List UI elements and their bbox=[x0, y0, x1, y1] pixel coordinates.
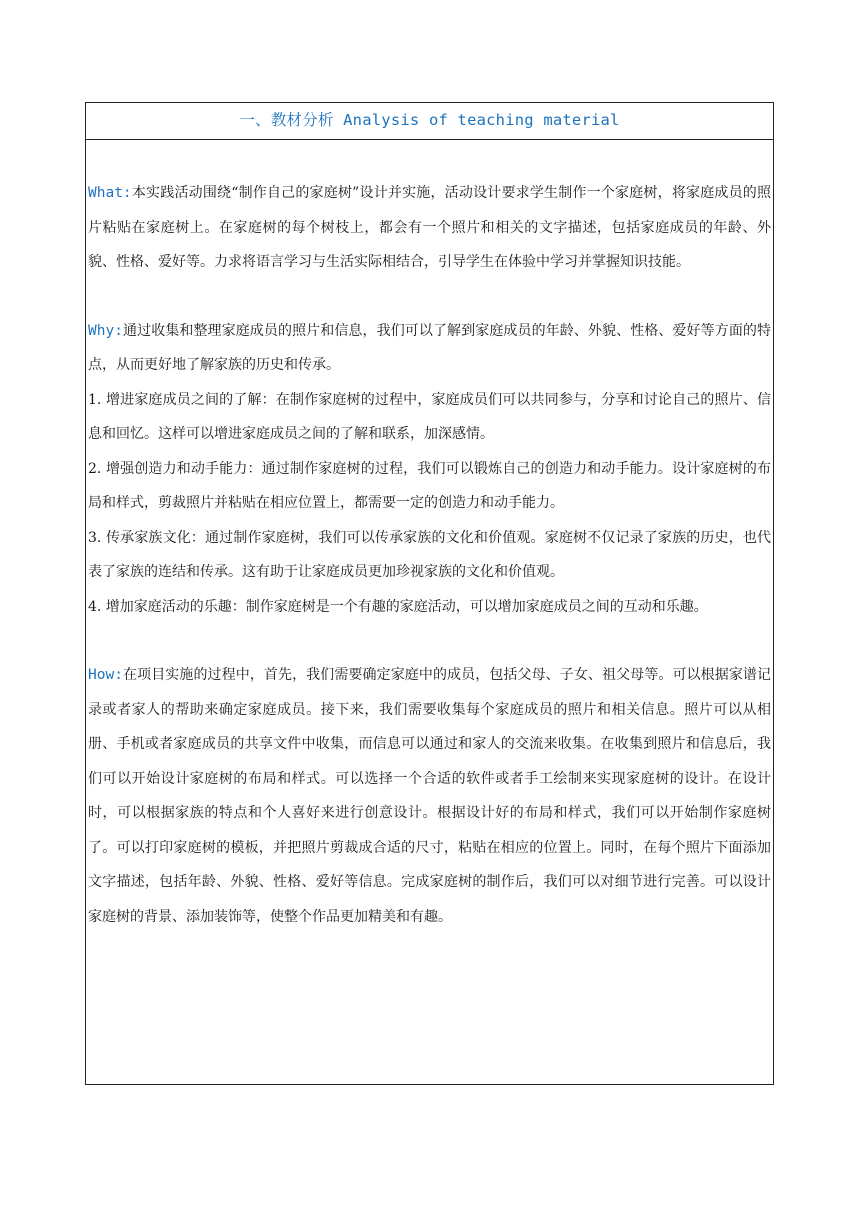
why-item-3: 3. 传承家族文化：通过制作家庭树，我们可以传承家族的文化和价值观。家庭树不仅记录了家族的历史，也代表了家族的连结和传承。这有助于让家庭成员更加珍视家族的文化和价值观。 bbox=[88, 529, 771, 580]
why-text: 通过收集和整理家庭成员的照片和信息，我们可以了解到家庭成员的年龄、外貌、性格、爱好等方面的特点，从而更好地了解家族的历史和传承。 bbox=[88, 322, 771, 373]
why-paragraph bbox=[88, 314, 771, 383]
why-label: Why: bbox=[88, 322, 123, 339]
what-paragraph bbox=[88, 176, 771, 280]
why-item-2: 2. 增强创造力和动手能力：通过制作家庭树的过程，我们可以锻炼自己的创造力和动手能力。设计家庭树的布局和样式，剪裁照片并粘贴在相应位置上，都需要一定的创造力和动手能力。 bbox=[88, 460, 771, 511]
table-body-cell bbox=[86, 176, 773, 934]
how-text: 在项目实施的过程中，首先，我们需要确定家庭中的成员，包括父母、子女、祖父母等。可以根据家谱记录或者家人的帮助来确定家庭成员。接下来，我们需要收集每个家庭成员的照片和相关信息。照片可以从相册、手机或者家庭成员的共享文件中收集，而信息可以通过和家人的交流来收集。在收集到照片和信息后，我们可以开始设计家庭树的布局和样式。可以选择一个合适的软件或者手工绘制来实现家庭树的设计。在设计时，可以根据家族的特点和个人喜好来进行创意设计。根据设计好的布局和样式，我们可以开始制作家庭树了。可以打印家庭树的模板，并把照片剪裁成合适的尺寸，粘贴在相应的位置上。同时，在每个照片下面添加文字描述，包括年龄、外貌、性格、爱好等信息。完成家庭树的制作后，我们可以对细节进行完善。可以设计家庭树的背景、添加装饰等，使整个作品更加精美和有趣。 bbox=[88, 667, 771, 925]
how-label: How: bbox=[88, 667, 123, 683]
analysis-table bbox=[85, 102, 774, 1085]
table-header bbox=[86, 103, 773, 140]
section-title: 一、教材分析 Analysis of teaching material bbox=[239, 111, 620, 129]
what-label: What: bbox=[88, 185, 132, 201]
what-text: 本实践活动围绕“制作自己的家庭树”设计并实施，活动设计要求学生制作一个家庭树，将家庭成员的照片粘贴在家庭树上。在家庭树的每个树枝上，都会有一个照片和相关的文字描述，包括家庭成员的年龄、外貌、性格、爱好等。力求将语言学习与生活实际相结合，引导学生在体验中学习并掌握知识技能。 bbox=[88, 185, 771, 270]
why-item-1: 1. 增进家庭成员之间的了解：在制作家庭树的过程中，家庭成员们可以共同参与，分享和讨论自己的照片、信息和回忆。这样可以增进家庭成员之间的了解和联系，加深感情。 bbox=[88, 391, 771, 442]
how-paragraph bbox=[88, 658, 771, 934]
why-item-4: 4. 增加家庭活动的乐趣：制作家庭树是一个有趣的家庭活动，可以增加家庭成员之间的互动和乐趣。 bbox=[88, 598, 708, 615]
